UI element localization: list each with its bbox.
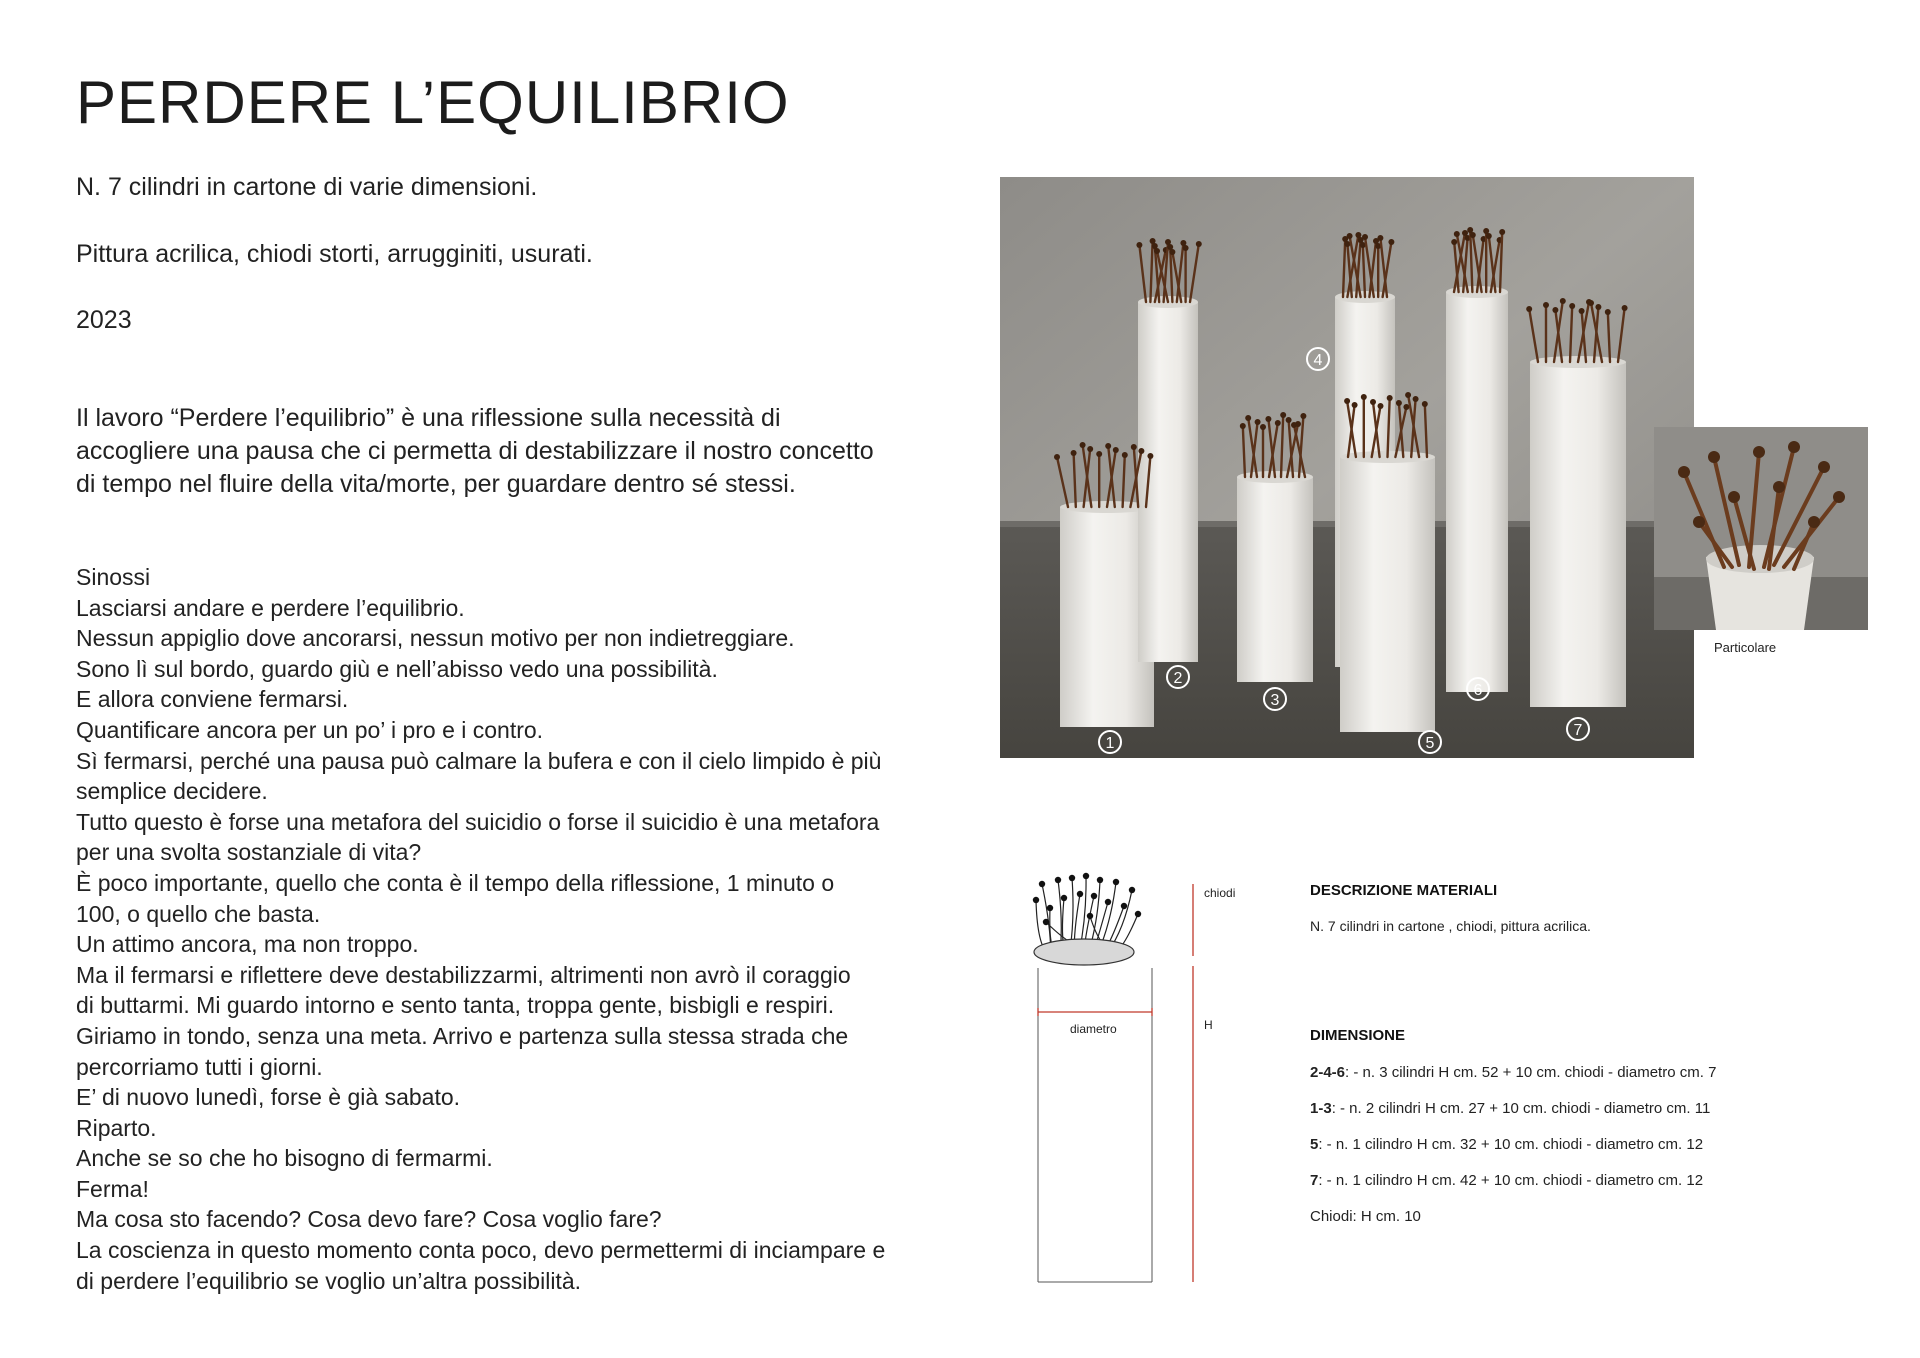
nail-head (1131, 444, 1137, 450)
diagram-nail-head (1069, 875, 1075, 881)
label-nails: chiodi (1204, 886, 1236, 900)
synopsis-line: Ma il fermarsi e riflettere deve destabilizzarmi, altrimenti non avrò il coraggio (76, 961, 851, 988)
cylinder-number-marker: 2 (1173, 670, 1183, 687)
page-title: PERDERE L’EQUILIBRIO (76, 69, 790, 136)
materials-text: N. 7 cilindri in cartone , chiodi, pittura acrilica. (1310, 918, 1591, 934)
cylinder-7 (1530, 362, 1626, 707)
cylinder-number-marker: 5 (1425, 735, 1435, 752)
nail-head (1552, 307, 1558, 313)
synopsis-line: Riparto. (76, 1114, 157, 1141)
nail-head (1054, 454, 1060, 460)
nail-head (1378, 403, 1384, 409)
dimension-row (1310, 1064, 1716, 1081)
nail-head (1470, 232, 1476, 238)
diagram-nail-head (1039, 881, 1045, 887)
nail-head (1588, 300, 1594, 306)
nail-head (1403, 404, 1409, 410)
synopsis-heading: Sinossi (76, 564, 151, 590)
dimension-text: : - n. 2 cilindri H cm. 27 + 10 cm. chiodi - diametro cm. 11 (1331, 1100, 1711, 1117)
label-height: H (1204, 1018, 1213, 1032)
meta-materials: Pittura acrilica, chiodi storti, arrugginiti, usurati. (76, 240, 593, 268)
nail-head (1579, 308, 1585, 314)
cylinder-6 (1446, 292, 1508, 692)
synopsis-line: Sono lì sul bordo, guardo giù e nell’abisso vedo una possibilità. (76, 655, 718, 682)
intro-line: accogliere una pausa che ci permetta di destabilizzare il nostro concetto (76, 437, 874, 465)
nail-head (1454, 231, 1460, 237)
synopsis-line: Anche se so che ho bisogno di fermarmi. (76, 1145, 493, 1172)
nail-head (1387, 395, 1393, 401)
nail-head (1605, 309, 1611, 315)
nail-head (1260, 424, 1266, 430)
nail-head (1352, 402, 1358, 408)
dimension-row (1310, 1136, 1703, 1153)
diagram-nail-head (1121, 903, 1127, 909)
cylinder-number-marker: 4 (1313, 352, 1323, 369)
materials-heading: DESCRIZIONE MATERIALI (1310, 882, 1498, 899)
nail-head (1291, 422, 1297, 428)
nail-head (1543, 302, 1549, 308)
detail-caption: Particolare (1714, 640, 1777, 655)
synopsis-line: Ma cosa sto facendo? Cosa devo fare? Cosa voglio fare? (76, 1206, 662, 1233)
diagram-nail-head (1097, 877, 1103, 883)
diagram-nail-head (1055, 877, 1061, 883)
nail-head (1451, 239, 1457, 245)
nail-head (1169, 249, 1175, 255)
nail-head (1071, 450, 1077, 456)
nail-head (1154, 248, 1160, 254)
nail-head (1240, 423, 1246, 429)
synopsis-line: E allora conviene fermarsi. (76, 686, 349, 713)
nail-head (1370, 399, 1376, 405)
nail-head (1122, 452, 1128, 458)
cylinder-number-marker: 1 (1105, 735, 1115, 752)
diagram-nail-head (1061, 895, 1067, 901)
nail-head (1138, 448, 1144, 454)
nail-head (1265, 416, 1271, 422)
synopsis-line: di perdere l’equilibrio se voglio un’altra possibilità. (76, 1267, 582, 1294)
synopsis-line: Quantificare ancora per un po’ i pro e i contro. (76, 716, 544, 743)
diagram-nail-head (1083, 873, 1089, 879)
dimension-text: : - n. 1 cilindro H cm. 42 + 10 cm. chiodi - diametro cm. 12 (1318, 1172, 1704, 1189)
synopsis-line: Nessun appiglio dove ancorarsi, nessun motivo per non indietreggiare. (76, 625, 795, 652)
dimension-key: 2-4-6 (1310, 1064, 1346, 1081)
synopsis-line: La coscienza in questo momento conta poco, devo permettermi di inciampare e (76, 1237, 886, 1264)
nail-head (1105, 443, 1111, 449)
meta-description: N. 7 cilindri in cartone di varie dimensioni. (76, 173, 538, 201)
synopsis-line: percorriamo tutti i giorni. (76, 1053, 323, 1080)
dimension-row (1310, 1208, 1421, 1225)
synopsis-line: per una svolta sostanziale di vita? (76, 839, 422, 866)
nail-head (1255, 419, 1261, 425)
nail-head (1569, 303, 1575, 309)
cylinder-5 (1340, 457, 1435, 732)
dimension-row (1310, 1172, 1703, 1189)
nail-head (1113, 447, 1119, 453)
dimension-text: Chiodi: H cm. 10 (1310, 1208, 1421, 1225)
nail-head (1286, 417, 1292, 423)
synopsis-line: di buttarmi. Mi guardo intorno e sento tanta, troppa gente, bisbigli e respiri. (76, 992, 835, 1019)
synopsis-line: È poco importante, quello che conta è il tempo della riflessione, 1 minuto o (76, 869, 835, 896)
diagram-nail-head (1087, 913, 1093, 919)
nail-head (1080, 442, 1086, 448)
synopsis-line: Lasciarsi andare e perdere l’equilibrio. (76, 594, 465, 621)
synopsis-line: Un attimo ancora, ma non troppo. (76, 931, 419, 958)
diagram-nail-head (1105, 899, 1111, 905)
diagram-nail-head (1033, 897, 1039, 903)
nail-head (1136, 242, 1142, 248)
diagram-nail-head (1043, 919, 1049, 925)
nail-head (1422, 401, 1428, 407)
intro-line: Il lavoro “Perdere l’equilibrio” è una riflessione sulla necessità di (76, 404, 781, 432)
detail-photo (1654, 427, 1868, 630)
diagram-nail-head (1129, 887, 1135, 893)
label-diameter: diametro (1070, 1022, 1117, 1036)
nail-head (1096, 451, 1102, 457)
nail-head (1396, 400, 1402, 406)
dimension-text: : - n. 3 cilindri H cm. 52 + 10 cm. chiodi - diametro cm. 7 (1345, 1064, 1717, 1081)
synopsis-line: Tutto questo è forse una metafora del suicidio o forse il suicidio è una metafora (76, 808, 880, 835)
nail-head (1275, 420, 1281, 426)
cylinder-number-marker: 3 (1270, 692, 1280, 709)
dimension-key: 7 (1310, 1172, 1319, 1189)
cylinder-number-marker: 7 (1573, 722, 1583, 739)
synopsis-line: 100, o quello che basta. (76, 900, 321, 927)
synopsis-line: Sì fermarsi, perché una pausa può calmare la bufera e con il cielo limpido è più (76, 747, 882, 774)
synopsis-line: semplice decidere. (76, 778, 268, 805)
cylinder-diagram (1028, 872, 1236, 1292)
synopsis-line: E’ di nuovo lunedì, forse è già sabato. (76, 1084, 461, 1111)
nail-head (1405, 392, 1411, 398)
dimensions-heading: DIMENSIONE (1310, 1027, 1406, 1044)
diagram-nail-head (1113, 879, 1119, 885)
nail-head (1087, 446, 1093, 452)
nail-head (1300, 413, 1306, 419)
diagram-nail-head (1135, 911, 1141, 917)
intro-line: di tempo nel fluire della vita/morte, per guardare dentro sé stessi. (76, 470, 796, 498)
dimension-key: 5 (1310, 1136, 1319, 1153)
nail-head (1347, 233, 1353, 239)
nail-head (1245, 415, 1251, 421)
nail-head (1196, 241, 1202, 247)
cylinder-3 (1237, 477, 1313, 682)
synopsis-text (76, 562, 946, 1296)
meta-year: 2023 (76, 306, 132, 334)
nail-head (1526, 306, 1532, 312)
artwork-photo (1000, 177, 1694, 758)
nail-head (1361, 394, 1367, 400)
cylinder-number-marker: 6 (1473, 682, 1483, 699)
nail-head (1413, 396, 1419, 402)
nail-head (1377, 235, 1383, 241)
nail-head (1486, 233, 1492, 239)
nail-head (1183, 245, 1189, 251)
diagram-nail-head (1047, 905, 1053, 911)
diagram-nail-head (1091, 893, 1097, 899)
dimension-row (1310, 1100, 1710, 1117)
dimension-key: 1-3 (1310, 1100, 1332, 1117)
nail-head (1147, 453, 1153, 459)
nail-head (1595, 304, 1601, 310)
diagram-nail-head (1077, 891, 1083, 897)
nail-head (1622, 305, 1628, 311)
nail-head (1499, 229, 1505, 235)
synopsis-line: Ferma! (76, 1175, 149, 1202)
nail-head (1280, 412, 1286, 418)
dimension-text: : - n. 1 cilindro H cm. 32 + 10 cm. chiodi - diametro cm. 12 (1318, 1136, 1704, 1153)
nail-head (1560, 298, 1566, 304)
synopsis-line: Giriamo in tondo, senza una meta. Arrivo e partenza sulla stessa strada che (76, 1022, 849, 1049)
intro-paragraph (76, 402, 936, 501)
nail-head (1362, 234, 1368, 240)
nail-head (1344, 398, 1350, 404)
nail-head (1388, 239, 1394, 245)
